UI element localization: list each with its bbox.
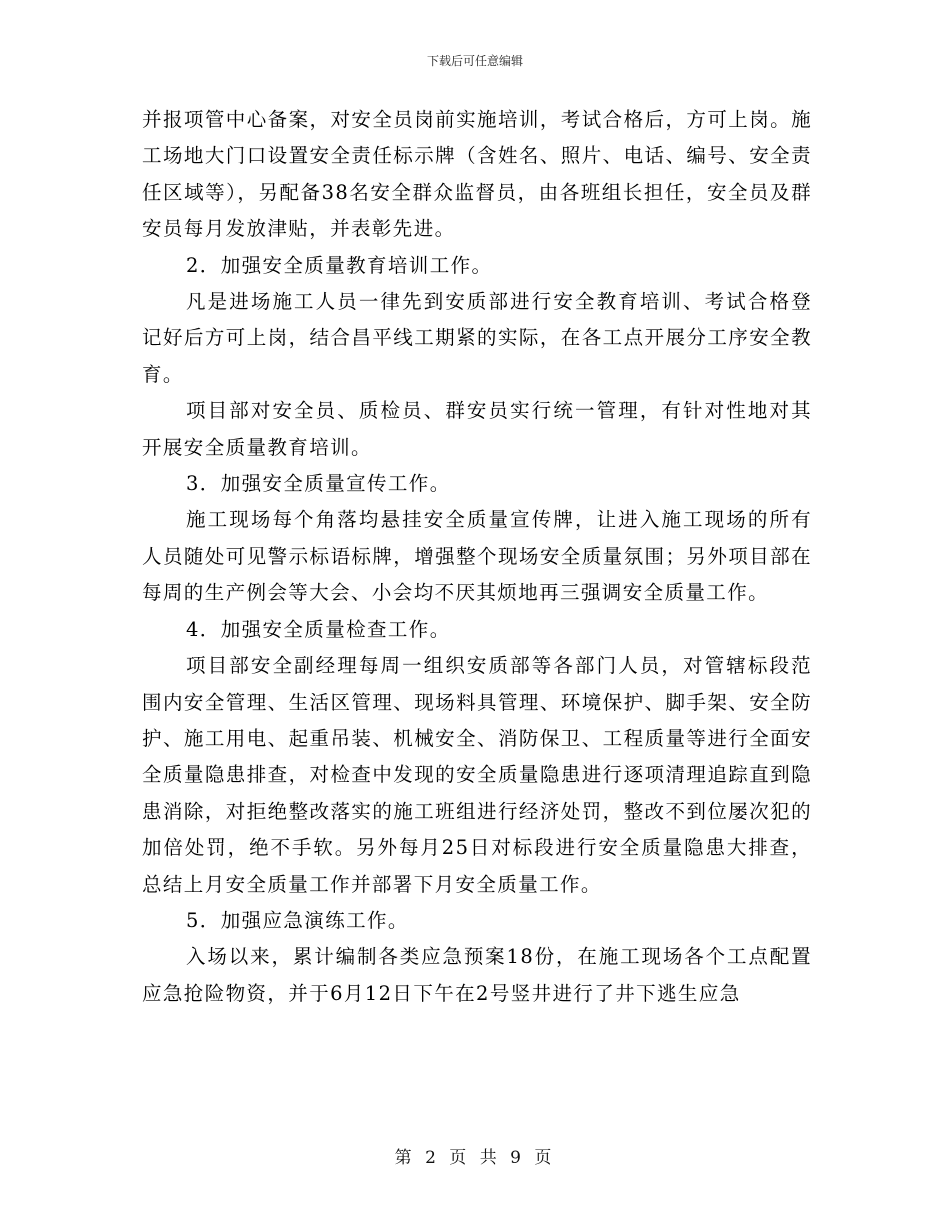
document-body xyxy=(142,102,812,1012)
page-number: 第 2 页 共 9 页 xyxy=(394,1148,556,1168)
section-heading-5: 5．加强应急演练工作。 xyxy=(186,908,409,932)
paragraph: 凡是进场施工人员一律先到安质部进行安全教育培训、考试合格登记好后方可上岗，结合昌平线工期紧的实际，在各工点开展分工序安全教育。 xyxy=(142,290,812,386)
paragraph: 项目部对安全员、质检员、群安员实行统一管理，有针对性地对其开展安全质量教育培训。 xyxy=(142,399,812,459)
page-header-note: 下载后可任意编辑 xyxy=(426,54,523,68)
section-heading-4: 4．加强安全质量检查工作。 xyxy=(186,617,451,641)
paragraph: 入场以来，累计编制各类应急预案18份，在施工现场各个工点配置应急抢险物资，并于6月12日下午在2号竖井进行了井下逃生应急 xyxy=(142,945,812,1005)
paragraph: 项目部安全副经理每周一组织安质部等各部门人员，对管辖标段范围内安全管理、生活区管理、现场料具管理、环境保护、脚手架、安全防护、施工用电、起重吊装、机械安全、消防保卫、工程质量等进行全面安全质量隐患排查，对检查中发现的安全质量隐患进行逐项清理追踪直到隐患消除，对拒绝整改落实的施工班组进行经济处罚，整改不到位屡次犯的加倍处罚，绝不手软。另外每月25日对标段进行安全质量隐患大排查，总结上月安全质量工作并部署下月安全质量工作。 xyxy=(142,654,812,896)
paragraph-continuation: 并报项管中心备案，对安全员岗前实施培训，考试合格后，方可上岗。施工场地大门口设置安全责任标示牌（含姓名、照片、电话、编号、安全责任区域等），另配备38名安全群众监督员，由各班组长担任，安全员及群安员每月发放津贴，并表彰先进。 xyxy=(142,108,812,241)
section-heading-2: 2．加强安全质量教育培训工作。 xyxy=(186,253,493,277)
section-heading-3: 3．加强安全质量宣传工作。 xyxy=(186,472,451,496)
paragraph: 施工现场每个角落均悬挂安全质量宣传牌，让进入施工现场的所有人员随处可见警示标语标牌，增强整个现场安全质量氛围；另外项目部在每周的生产例会等大会、小会均不厌其烦地再三强调安全质量工作。 xyxy=(142,508,812,605)
